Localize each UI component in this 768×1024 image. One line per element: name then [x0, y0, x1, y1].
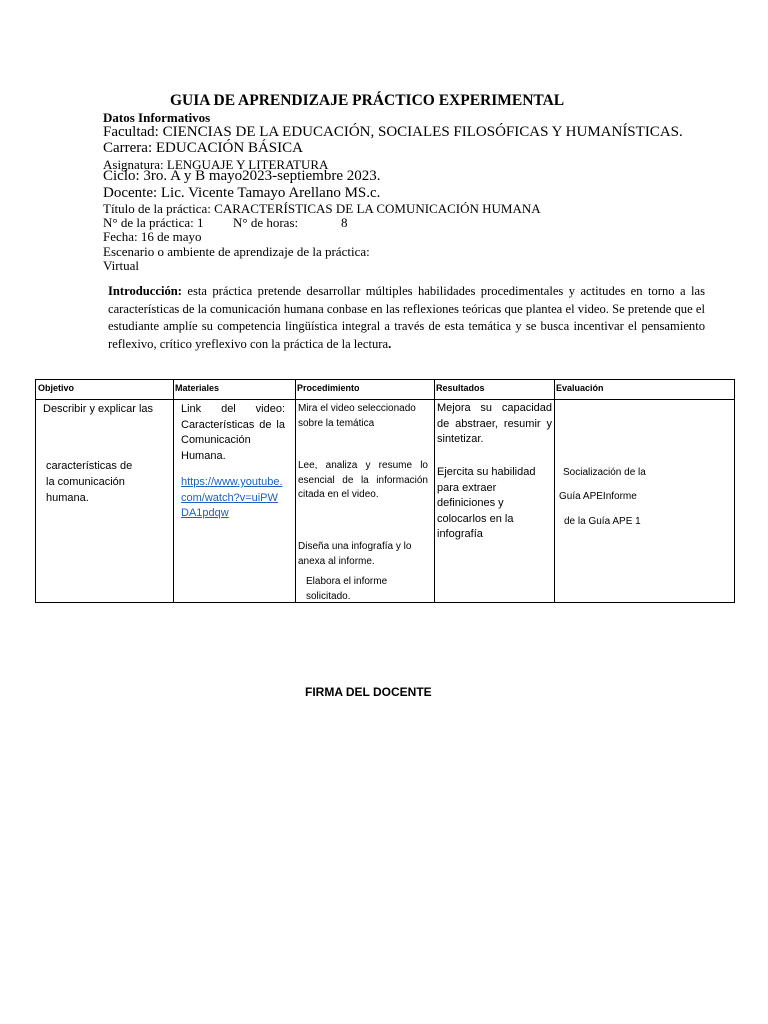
introduction-label: Introducción:	[108, 284, 182, 298]
teacher-signature-label: FIRMA DEL DOCENTE	[305, 685, 432, 699]
cycle-line: Ciclo: 3ro. A y B mayo2023-septiembre 2023.	[103, 168, 381, 184]
modality-line: Virtual	[103, 258, 140, 273]
column-divider	[173, 380, 174, 602]
procedure-step: Lee, analiza y resume lo esencial de la información citada en el video.	[298, 460, 428, 500]
faculty-line: Facultad: CIENCIAS DE LA EDUCACIÓN, SOCIALES FILOSÓFICAS Y HUMANÍSTICAS.	[103, 124, 683, 140]
column-divider	[554, 380, 555, 602]
hours-value: 8	[341, 215, 348, 230]
objective-line: la comunicación	[46, 476, 125, 488]
header-resultados: Resultados	[436, 383, 485, 393]
date-line: Fecha: 16 de mayo	[103, 229, 202, 244]
hours-label: N° de horas:	[233, 215, 299, 230]
evaluation-line: de la Guía APE 1	[564, 516, 641, 527]
video-link[interactable]: https://www.youtube.com/watch?v=uiPWDA1pdqw	[181, 476, 283, 519]
evaluation-line: Socialización de la	[563, 467, 646, 478]
practice-number-line: N° de la práctica: 1	[103, 215, 204, 230]
header-procedimiento: Procedimiento	[297, 383, 360, 393]
practice-title-line: Título de la práctica: CARACTERÍSTICAS DE LA COMUNICACIÓN HUMANA	[103, 201, 541, 216]
objective-line: Describir y explicar las	[43, 403, 154, 415]
section-heading: Datos Informativos	[103, 110, 211, 125]
practice-table	[35, 379, 735, 603]
introduction-text: esta práctica pretende desarrollar múltiples habilidades procedimentales y actitudes en torno a las características de la comunicación humana conbase en las reflexiones teóricas que plantea el video. Se pretende que el estudiante amplíe su competencia lingüística integral a través de esta temática y se busca incentivar el pensamiento reflexivo, crítico yreflexivo con la práctica de la lectura	[108, 284, 705, 351]
objective-line: humana.	[46, 492, 89, 504]
column-divider	[295, 380, 296, 602]
procedure-step: Elabora el informe solicitado.	[306, 576, 388, 602]
document-title: GUIA DE APRENDIZAJE PRÁCTICO EXPERIMENTAL	[170, 92, 565, 109]
scenario-line: Escenario o ambiente de aprendizaje de la práctica:	[103, 244, 370, 259]
header-materiales: Materiales	[175, 383, 220, 393]
header-evaluacion: Evaluación	[556, 383, 604, 393]
career-line: Carrera: EDUCACIÓN BÁSICA	[103, 140, 303, 156]
evaluation-line: Guía APEInforme	[559, 491, 637, 502]
introduction-end: .	[388, 336, 392, 351]
result-item: Mejora su capacidad de abstraer, resumir y sintetizar.	[437, 402, 552, 445]
result-item: Ejercita su habilidad para extraer definiciones y colocarlos en la infografía	[437, 466, 536, 540]
teacher-line: Docente: Lic. Vicente Tamayo Arellano MS.c.	[103, 185, 381, 201]
header-objetivo: Objetivo	[38, 383, 75, 393]
materials-text: Link del video: Características de la Comunicación Humana.	[181, 403, 285, 462]
objective-line: características de	[46, 460, 133, 472]
procedure-step: Mira el video seleccionado sobre la temática	[298, 403, 416, 429]
procedure-step: Diseña una infografía y lo anexa al informe.	[298, 541, 412, 567]
introduction-paragraph	[108, 283, 705, 353]
column-divider	[434, 380, 435, 602]
header-divider	[36, 399, 734, 400]
subject-line: Asignatura: LENGUAJE Y LITERATURA	[103, 157, 329, 172]
